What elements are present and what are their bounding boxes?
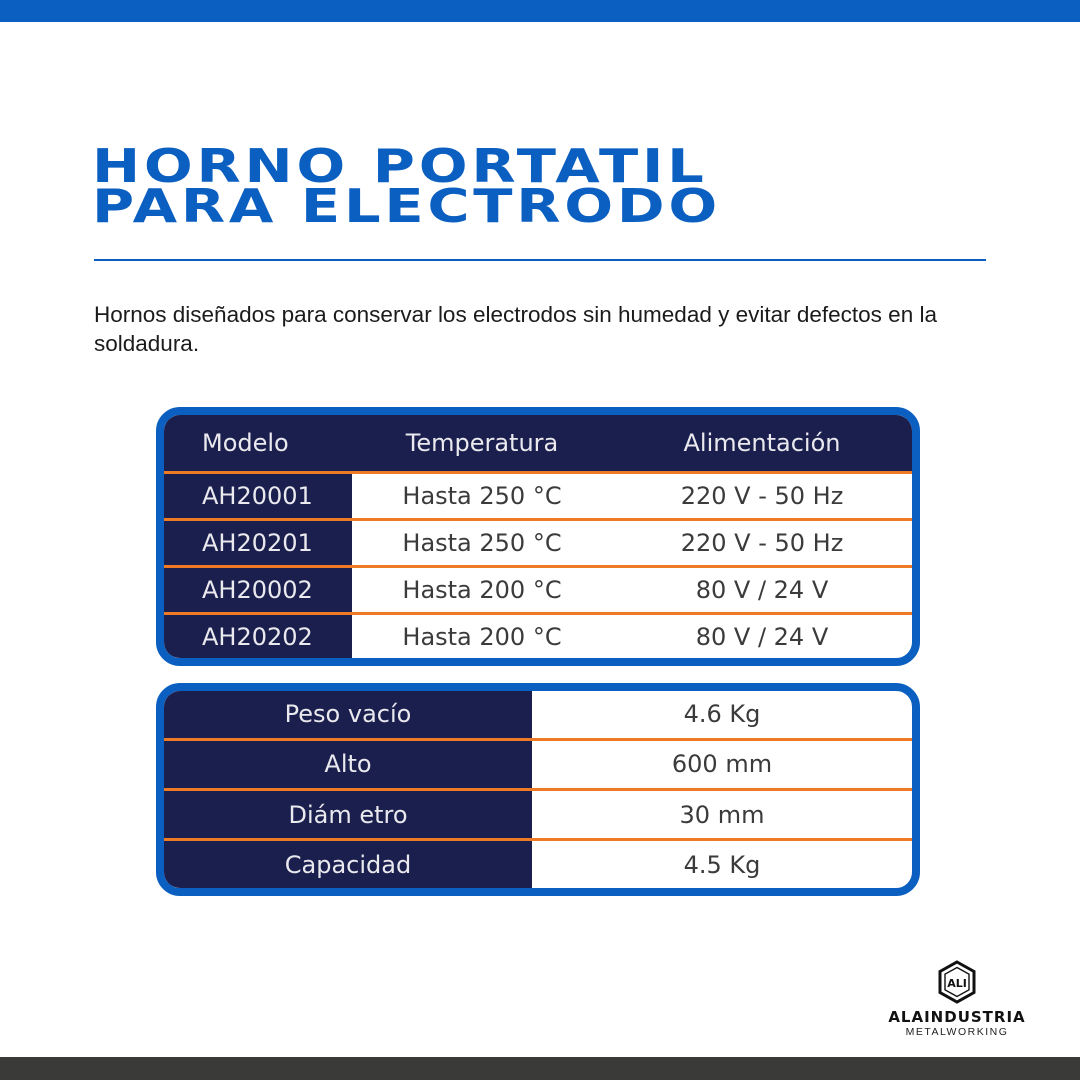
table-row <box>164 473 912 520</box>
product-description: Hornos diseñados para conservar los electrodos sin humedad y evitar defectos en la soldadura. <box>94 302 937 356</box>
power-cell: 220 V - 50 Hz <box>612 473 912 520</box>
power-cell: 80 V / 24 V <box>612 567 912 614</box>
spec-value: 4.6 Kg <box>532 691 912 739</box>
spec-label: Capacidad <box>164 840 532 888</box>
model-cell: AH20201 <box>164 520 352 567</box>
spec-value: 600 mm <box>532 739 912 789</box>
table-row <box>164 520 912 567</box>
model-cell: AH20002 <box>164 567 352 614</box>
title-divider <box>94 259 986 261</box>
models-table <box>156 407 920 666</box>
spec-value: 30 mm <box>532 789 912 839</box>
brand-subtitle: METALWORKING <box>905 1026 1009 1038</box>
table-row <box>164 789 912 839</box>
table-row <box>164 691 912 739</box>
models-table-header <box>164 415 912 473</box>
column-header-temperatura: Temperatura <box>352 415 612 473</box>
power-cell: 80 V / 24 V <box>695 623 829 651</box>
column-header-modelo: Modelo <box>164 415 352 473</box>
brand-name: ALAINDUSTRIA <box>888 1008 1026 1026</box>
spec-label: Diám etro <box>164 789 532 839</box>
temperature-cell: Hasta 250 °C <box>352 473 612 520</box>
temperature-cell: Hasta 200 °C <box>402 623 562 651</box>
table-row <box>164 567 912 614</box>
title-line-1: HORNO PORTATIL <box>92 139 708 193</box>
page-title <box>92 139 722 233</box>
alaindustria-hexagon-icon <box>937 960 977 1004</box>
spec-label: Peso vacío <box>164 691 532 739</box>
model-cell: AH20001 <box>164 473 352 520</box>
model-cell: AH20202 <box>164 614 352 660</box>
spec-value: 4.5 Kg <box>683 850 761 879</box>
temperature-cell: Hasta 200 °C <box>352 567 612 614</box>
power-cell: 220 V - 50 Hz <box>612 520 912 567</box>
temperature-cell: Hasta 250 °C <box>352 520 612 567</box>
bottom-bar <box>0 1057 1080 1080</box>
brand-logo <box>868 960 1046 1040</box>
table-row <box>164 739 912 789</box>
title-line-2: PARA ELECTRODO <box>92 179 722 233</box>
table-row <box>164 614 912 660</box>
column-header-alimentacion: Alimentación <box>612 415 912 473</box>
logo-monogram: ALI <box>947 977 967 990</box>
top-accent-bar <box>0 0 1080 22</box>
table-row <box>164 840 912 888</box>
specs-table <box>156 683 920 896</box>
spec-label: Alto <box>164 739 532 789</box>
